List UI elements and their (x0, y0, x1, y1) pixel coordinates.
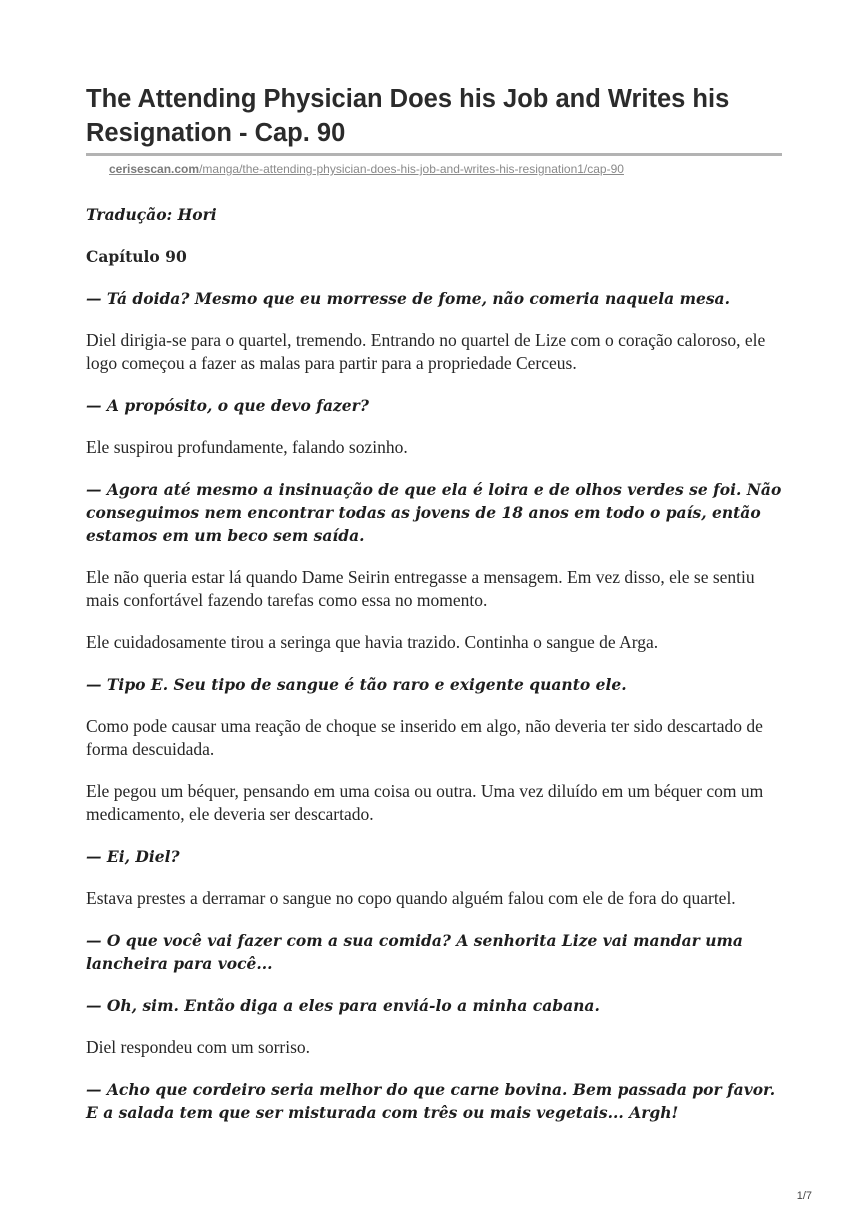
narration-paragraph: Ele cuidadosamente tirou a seringa que havia trazido. Continha o sangue de Arga. (86, 632, 659, 652)
source-domain: cerisescan.com (109, 162, 200, 176)
dialogue-paragraph: Tradução: Hori (86, 205, 217, 224)
source-link[interactable] (109, 162, 624, 176)
dialogue-paragraph: — A propósito, o que devo fazer? (86, 396, 369, 415)
dialogue-paragraph: — Acho que cordeiro seria melhor do que carne bovina. Bem passada por favor. E a salada tem que ser misturada com três ou mais vegetais... Argh! (86, 1080, 776, 1122)
narration-paragraph: Diel dirigia-se para o quartel, tremendo. Entrando no quartel de Lize com o coração caloroso, ele logo começou a fazer as malas para partir para a propriedade Cerceus. (86, 330, 766, 373)
narration-paragraph: Ele pegou um béquer, pensando em uma coisa ou outra. Uma vez diluído em um béquer com um medicamento, ele deveria ser descartado. (86, 781, 764, 824)
page-number: 1/7 (796, 1190, 812, 1202)
title-divider (86, 153, 782, 156)
narration-paragraph: Diel respondeu com um sorriso. (86, 1037, 311, 1057)
dialogue-paragraph: — O que você vai fazer com a sua comida? A senhorita Lize vai mandar uma lancheira para você... (86, 931, 743, 973)
dialogue-paragraph: — Tipo E. Seu tipo de sangue é tão raro e exigente quanto ele. (86, 675, 627, 694)
dialogue-paragraph: — Oh, sim. Então diga a eles para enviá-lo a minha cabana. (86, 996, 600, 1015)
dialogue-paragraph: — Agora até mesmo a insinuação de que ela é loira e de olhos verdes se foi. Não conseguimos nem encontrar todas as jovens de 18 anos em todo o país, então estamos em um beco sem saída. (86, 480, 782, 545)
dialogue-paragraph: — Ei, Diel? (86, 847, 180, 866)
narration-paragraph: Ele suspirou profundamente, falando sozinho. (86, 437, 408, 457)
chapter-heading: Capítulo 90 (86, 247, 187, 266)
narration-paragraph: Como pode causar uma reação de choque se inserido em algo, não deveria ter sido descartado de forma descuidada. (86, 716, 763, 759)
chapter-content (86, 203, 786, 1143)
source-path: /manga/the-attending-physician-does-his-job-and-writes-his-resignation1/cap-90 (199, 162, 624, 176)
dialogue-paragraph: — Tá doida? Mesmo que eu morresse de fome, não comeria naquela mesa. (86, 289, 730, 308)
source-url (109, 161, 624, 177)
narration-paragraph: Estava prestes a derramar o sangue no copo quando alguém falou com ele de fora do quartel. (86, 888, 736, 908)
page-title: The Attending Physician Does his Job and Writes his Resignation - Cap. 90 (86, 85, 730, 147)
narration-paragraph: Ele não queria estar lá quando Dame Seirin entregasse a mensagem. Em vez disso, ele se sentiu mais confortável fazendo tarefas como essa no momento. (86, 567, 755, 610)
